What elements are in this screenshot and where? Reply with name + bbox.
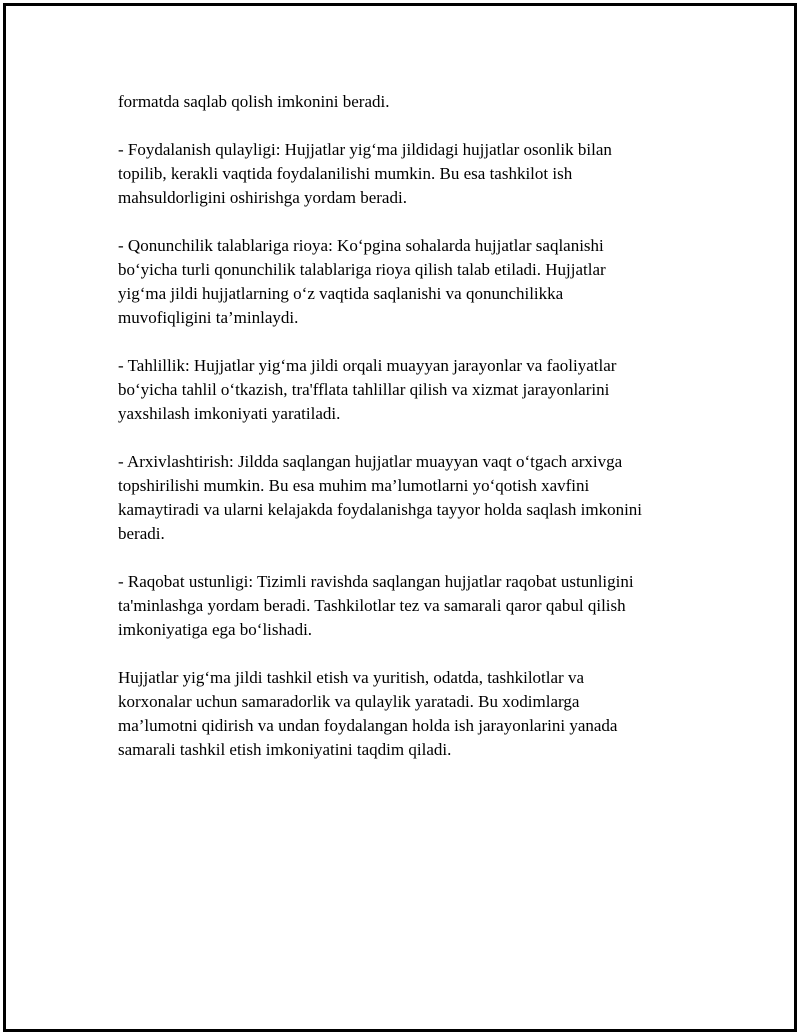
text-line: kamaytiradi va ularni kelajakda foydalanishga tayyor holda saqlash imkonini [118,500,643,519]
text-line: topshirilishi mumkin. Bu esa muhim ma’lumotlarni yo‘qotish xavfini [118,476,590,495]
paragraph-qonunchilik [118,234,708,330]
text-line: muvofiqligini ta’minlaydi. [118,308,299,327]
text-line: yaxshilash imkoniyati yaratiladi. [118,404,341,423]
text-line: - Qonunchilik talablariga rioya: Ko‘pgina sohalarda hujjatlar saqlanishi [118,236,604,255]
text-line: topilib, kerakli vaqtida foydalanilishi mumkin. Bu esa tashkilot ish [118,164,573,183]
text-line: imkoniyatiga ega bo‘lishadi. [118,620,313,639]
text-line: bo‘yicha turli qonunchilik talablariga rioya qilish talab etiladi. Hujjatlar [118,260,606,279]
paragraph-arxivlashtirish [118,450,708,546]
text-line: ma’lumotni qidirish va undan foydalangan holda ish jarayonlarini yanada [118,716,618,735]
text-line: bo‘yicha tahlil o‘tkazish, tra'fflata tahlillar qilish va xizmat jarayonlarini [118,380,610,399]
text-line: samarali tashkil etish imkoniyatini taqdim qiladi. [118,740,452,759]
paragraph-raqobat-ustunligi [118,570,708,642]
text-line: - Raqobat ustunligi: Tizimli ravishda saqlangan hujjatlar raqobat ustunligini [118,572,634,591]
text-line: formatda saqlab qolish imkonini beradi. [118,92,390,111]
text-line: - Foydalanish qulayligi: Hujjatlar yig‘ma jildidagi hujjatlar osonlik bilan [118,140,612,159]
text-line: mahsuldorligini oshirishga yordam beradi. [118,188,407,207]
text-line: - Tahlillik: Hujjatlar yig‘ma jildi orqali muayyan jarayonlar va faoliyatlar [118,356,617,375]
text-line: ta'minlashga yordam beradi. Tashkilotlar tez va samarali qaror qabul qilish [118,596,626,615]
paragraph-conclusion [118,666,708,762]
paragraph-tahlillik [118,354,708,426]
text-line: Hujjatlar yig‘ma jildi tashkil etish va yuritish, odatda, tashkilotlar va [118,668,584,687]
paragraph-intro-continuation [118,90,708,114]
text-line: - Arxivlashtirish: Jildda saqlangan hujjatlar muayyan vaqt o‘tgach arxivga [118,452,623,471]
text-line: yig‘ma jildi hujjatlarning o‘z vaqtida saqlanishi va qonunchilikka [118,284,564,303]
text-line: korxonalar uchun samaradorlik va qulaylik yaratadi. Bu xodimlarga [118,692,580,711]
text-line: beradi. [118,524,165,543]
paragraph-foydalanish-qulayligi [118,138,708,210]
document-body [118,90,708,786]
